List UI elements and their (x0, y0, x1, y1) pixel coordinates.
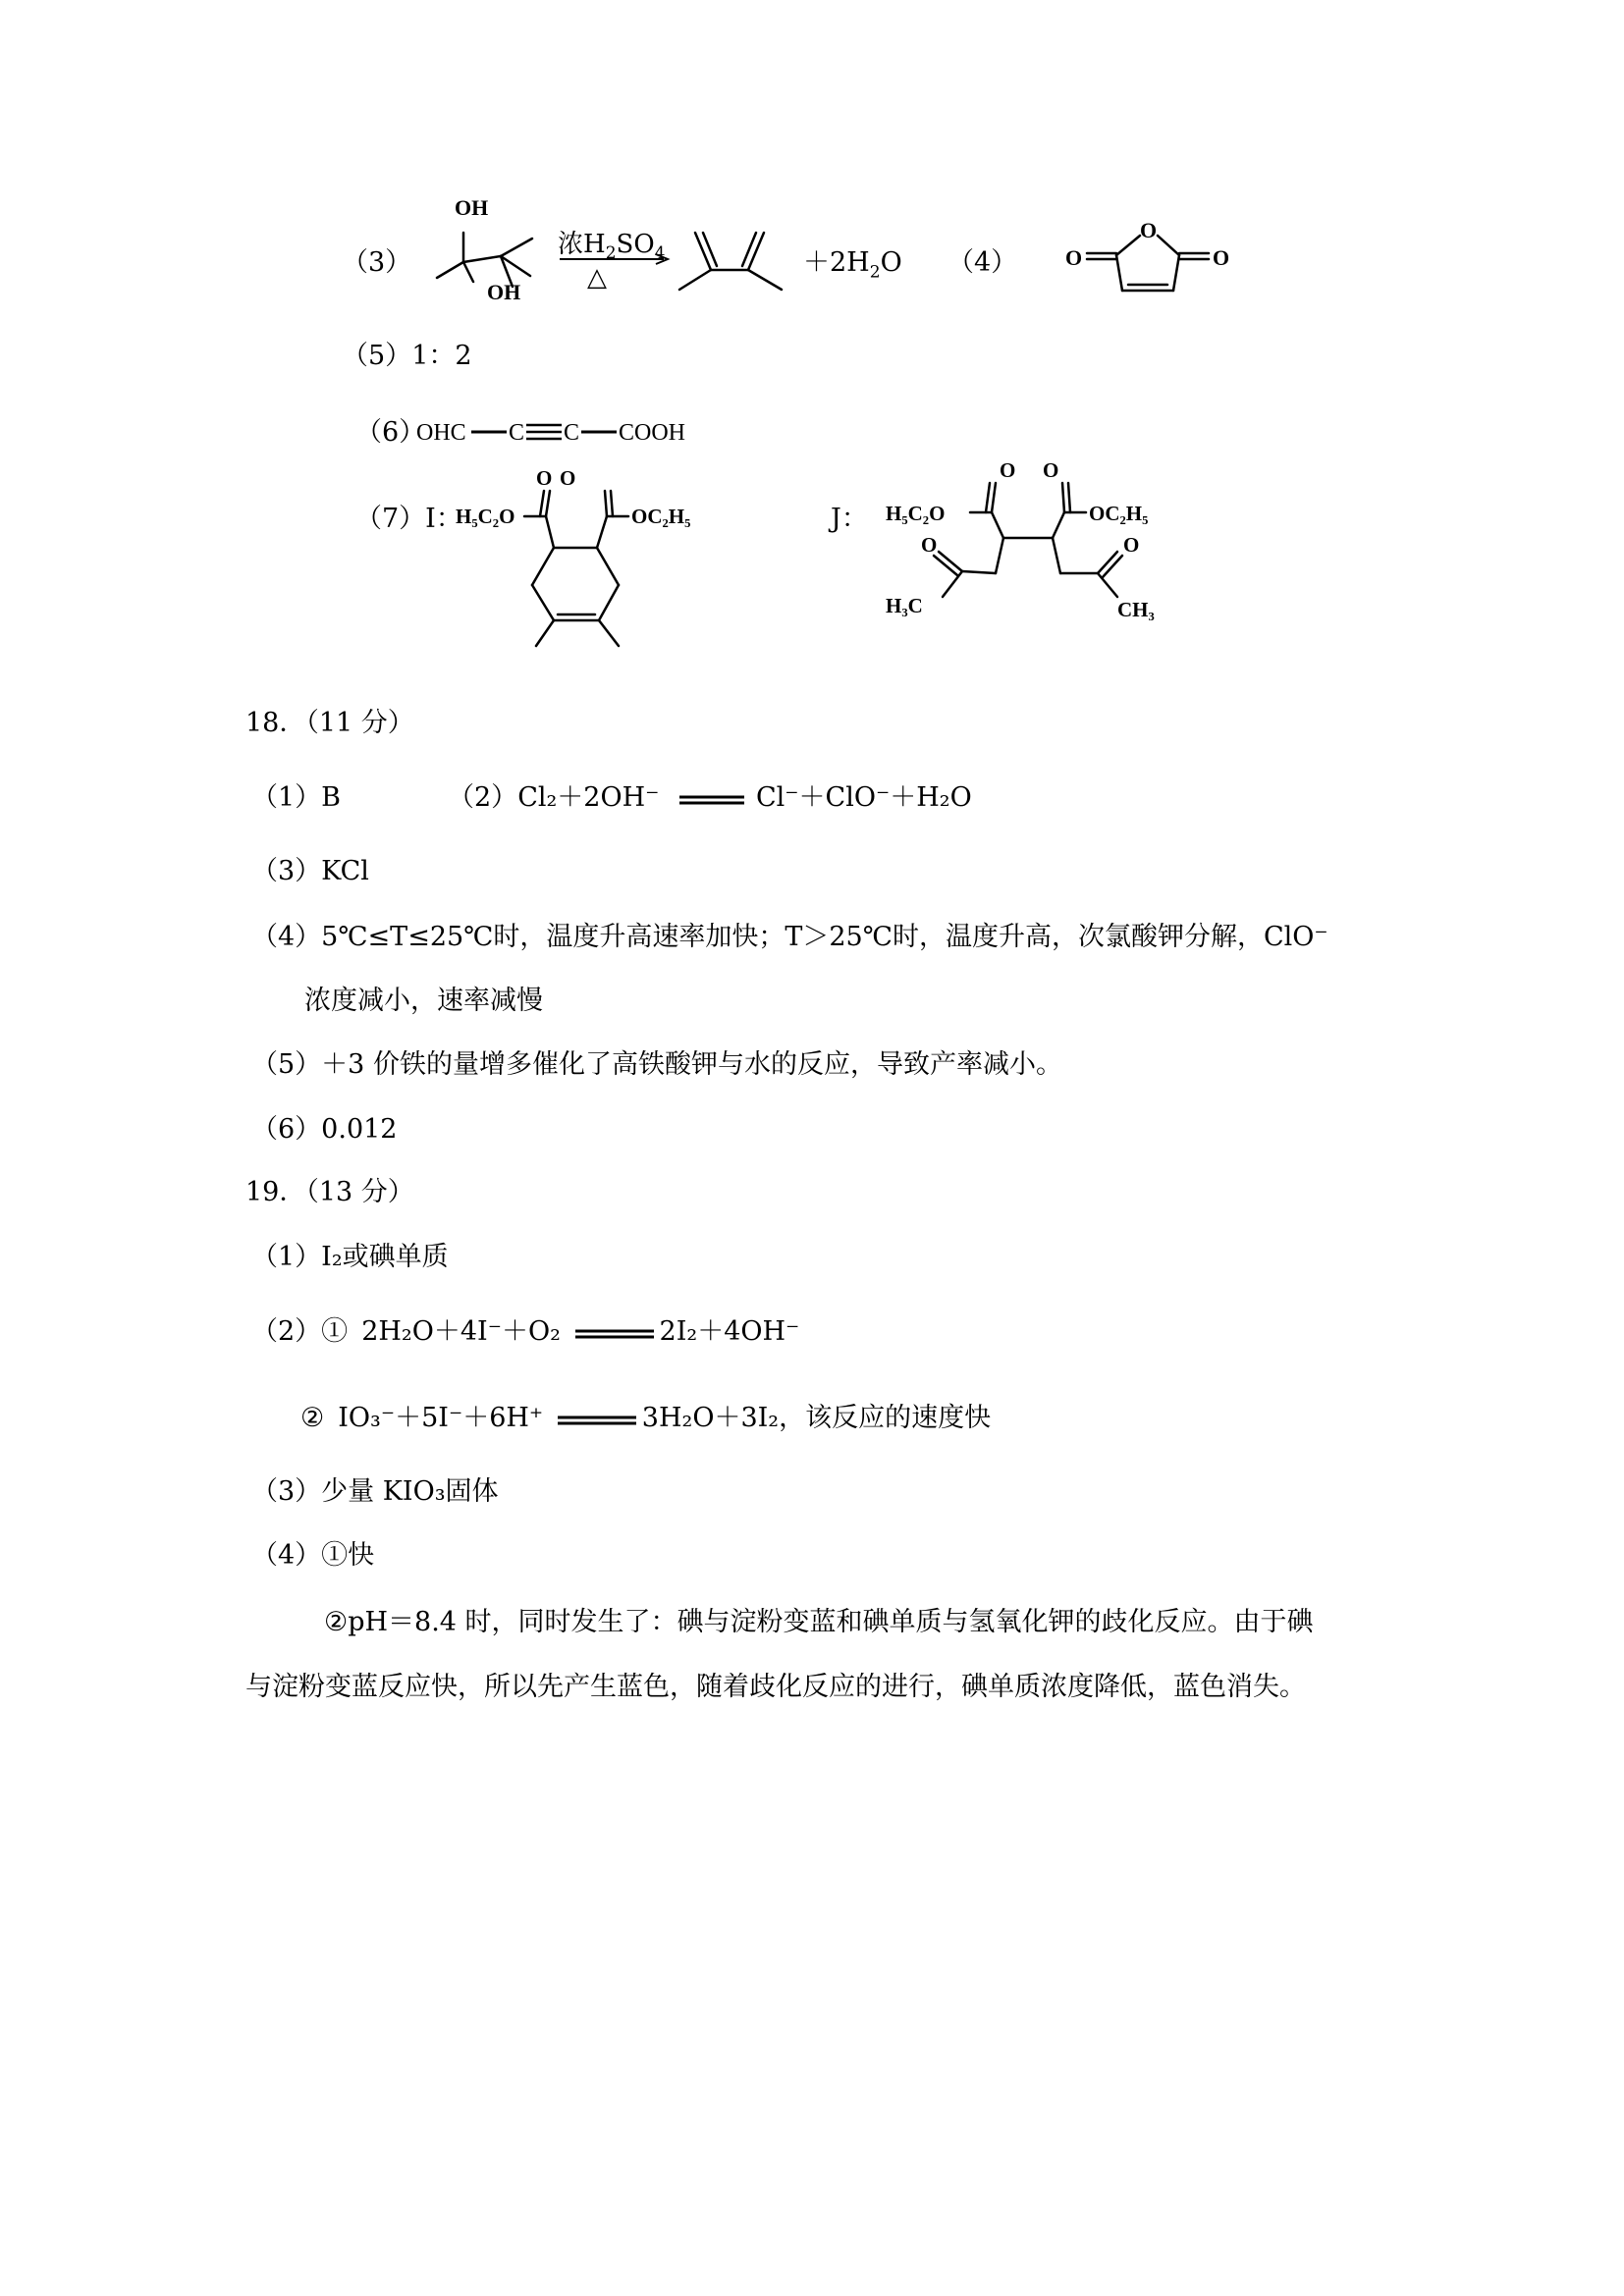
q17-item4-label: （4） (947, 247, 1018, 278)
q19-answer3: （3）少量 KIO₃固体 (251, 1476, 499, 1507)
q19-answer4-2-line1: ②pH＝8.4 时，同时发生了：碘与淀粉变蓝和碘单质与氢氧化钾的歧化反应。由于碘 (324, 1607, 1314, 1637)
q19-answer4-2-line2: 与淀粉变蓝反应快，所以先产生蓝色，随着歧化反应的进行，碘单质浓度降低，蓝色消失。 (245, 1672, 1306, 1702)
compound-j-label: J： (831, 504, 868, 534)
q17-item3-label: （3） (342, 247, 412, 278)
svg-text:OHC: OHC (416, 420, 466, 446)
oh-bottom-label: OH (487, 280, 521, 304)
q19-answer1: （1）I₂或碘单质 (251, 1242, 449, 1272)
svg-text:CH₃: CH₃ (1117, 598, 1155, 621)
q18-answer5: （5）＋3 价铁的量增多催化了高铁酸钾与水的反应，导致产率减小。 (251, 1049, 1062, 1080)
diene-product-structure (676, 221, 793, 299)
reagent-main: 浓H (558, 230, 606, 259)
svg-text:O: O (921, 533, 938, 557)
svg-text:C: C (509, 420, 525, 446)
q18-answer2: （2）Cl₂＋2OH⁻ Cl⁻＋ClO⁻＋H₂O (448, 782, 972, 813)
q19-answer2-2: ② IO₃⁻＋5I⁻＋6H⁺ 3H₂O＋3I₂，该反应的速度快 (300, 1403, 992, 1433)
svg-text:O: O (536, 466, 553, 490)
q17-item6-label: （6） (355, 417, 426, 448)
q19-heading: 19．（13 分） (245, 1177, 414, 1207)
reagent-sub2: 4 (654, 243, 666, 264)
maleic-anhydride-structure (1056, 216, 1232, 309)
pinacol-structure (422, 191, 569, 319)
svg-text:OC₂H₅: OC₂H₅ (631, 505, 691, 528)
q18-answer4-line2: 浓度减小，速率减慢 (304, 986, 543, 1016)
q17-item7-label: （7）I： (355, 504, 462, 534)
q18-answer6: （6）0.012 (251, 1114, 398, 1145)
anhydride-o-left: O (1065, 245, 1083, 270)
svg-text:COOH: COOH (619, 420, 686, 446)
svg-text:O: O (1043, 458, 1059, 482)
svg-text:H₅C₂O: H₅C₂O (886, 502, 946, 525)
q17-item5: （5）1：2 (342, 341, 472, 371)
svg-text:H₃C: H₃C (886, 594, 923, 617)
q19-answer4-1: （4）①快 (251, 1540, 375, 1571)
reagent-mid: SO (616, 230, 655, 259)
compound-j-structure (882, 454, 1196, 640)
svg-text:O: O (1123, 533, 1140, 557)
svg-text:H₅C₂O: H₅C₂O (456, 505, 515, 528)
oh-top-label: OH (455, 195, 489, 220)
svg-text:C: C (564, 420, 580, 446)
anhydride-o-ring: O (1140, 218, 1158, 242)
compound-i-structure (452, 461, 736, 658)
anhydride-o-right: O (1213, 245, 1230, 270)
q18-answer3: （3）KCl (251, 856, 369, 886)
q18-heading: 18．（11 分） (245, 708, 414, 738)
q19-answer2-1: （2）① 2H₂O＋4I⁻＋O₂ 2I₂＋4OH⁻ (251, 1316, 800, 1347)
q18-answer1: （1）B (251, 782, 342, 813)
reagent-sub1: 2 (605, 243, 617, 264)
q18-answer4-line1: （4）5℃≤T≤25℃时，温度升高速率加快；T＞25℃时，温度升高，次氯酸钾分解，ClO⁻ (251, 922, 1328, 952)
svg-text:O: O (560, 466, 576, 490)
heat-condition: △ (587, 263, 607, 293)
reaction-arrow (558, 224, 674, 293)
svg-text:O: O (1000, 458, 1016, 482)
alkyne-structure (412, 412, 697, 452)
svg-text:OC₂H₅: OC₂H₅ (1089, 502, 1149, 525)
water-byproduct: $+2H_2O$ (803, 247, 902, 283)
